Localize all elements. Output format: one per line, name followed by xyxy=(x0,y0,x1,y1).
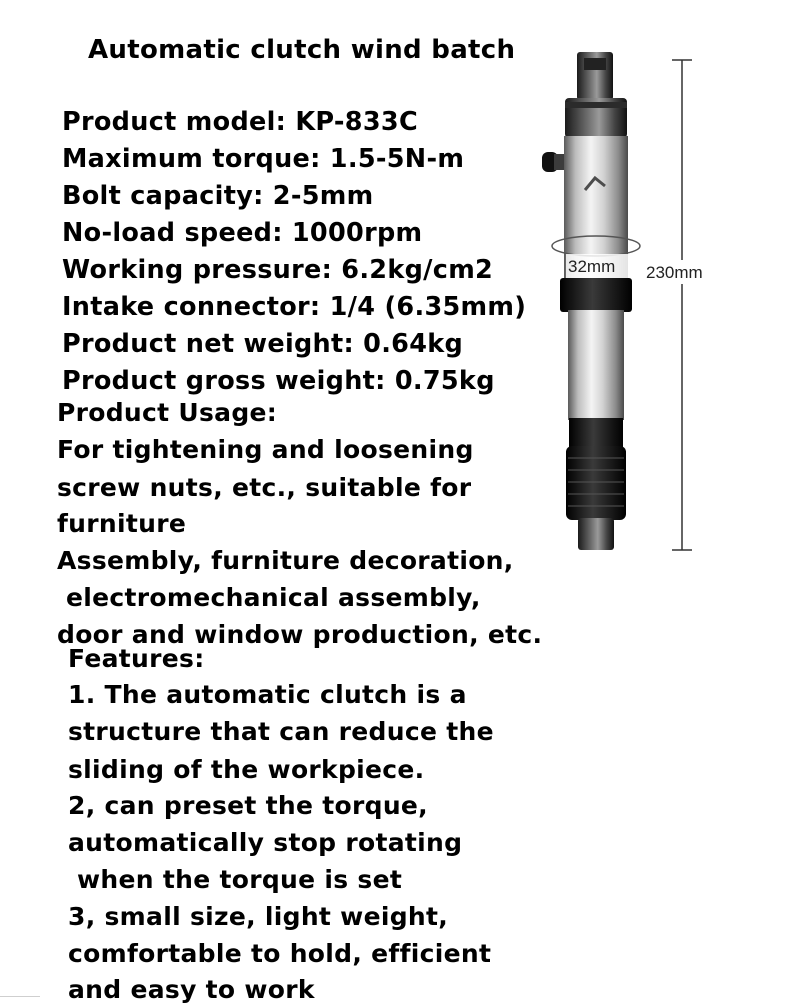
spec-no-load-speed: No-load speed: 1000rpm xyxy=(62,218,423,248)
spec-intake-connector: Intake connector: 1/4 (6.35mm) xyxy=(62,292,527,322)
spec-gross-weight: Product gross weight: 0.75kg xyxy=(62,366,495,396)
feature-line: 3, small size, light weight, xyxy=(68,902,449,931)
feature-line: when the torque is set xyxy=(68,865,403,894)
length-label: 230mm xyxy=(646,263,703,282)
feature-line: 2, can preset the torque, xyxy=(68,791,428,820)
product-image xyxy=(540,40,790,560)
feature-line: comfortable to hold, efficient xyxy=(68,939,492,968)
divider xyxy=(0,996,40,997)
features-heading: Features: xyxy=(68,644,205,673)
feature-line: 1. The automatic clutch is a xyxy=(68,680,467,709)
spec-net-weight: Product net weight: 0.64kg xyxy=(62,329,464,359)
feature-line: automatically stop rotating xyxy=(68,828,463,857)
spec-bolt-capacity: Bolt capacity: 2-5mm xyxy=(62,181,374,211)
usage-line: electromechanical assembly, xyxy=(57,583,481,612)
spec-working-pressure: Working pressure: 6.2kg/cm2 xyxy=(62,255,494,285)
usage-line: screw nuts, etc., suitable for xyxy=(57,473,472,502)
feature-line: sliding of the workpiece. xyxy=(68,755,425,784)
spec-product-model: Product model: KP-833C xyxy=(62,107,418,137)
usage-line: For tightening and loosening xyxy=(57,435,474,464)
feature-line: structure that can reduce the xyxy=(68,717,494,746)
screwdriver-illustration xyxy=(542,52,632,550)
spec-maximum-torque: Maximum torque: 1.5-5N-m xyxy=(62,144,465,174)
usage-line: door and window production, etc. xyxy=(57,620,543,649)
usage-line: Assembly, furniture decoration, xyxy=(57,546,514,575)
feature-line: and easy to work xyxy=(68,975,315,1004)
diameter-label: 32mm xyxy=(568,257,616,276)
usage-heading: Product Usage: xyxy=(57,398,278,427)
length-annotation xyxy=(672,60,692,550)
usage-line: furniture xyxy=(57,509,187,538)
page-title: Automatic clutch wind batch xyxy=(88,35,516,65)
